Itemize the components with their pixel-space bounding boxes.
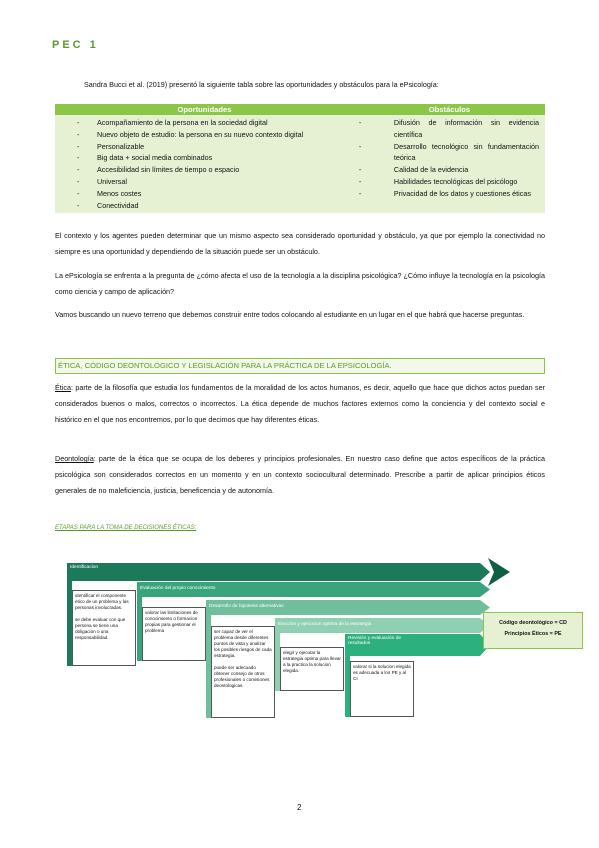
stage-label: Identificacion: [70, 565, 98, 570]
list-dash: -: [358, 141, 362, 151]
list-dash: -: [77, 200, 80, 210]
list-dash: -: [358, 165, 362, 175]
obstacle-item-text: Habilidades tecnológicas del psicólogo: [393, 176, 518, 186]
table-header-obstacles: Obstáculos: [354, 104, 545, 115]
list-dash: -: [77, 188, 80, 198]
opportunity-item-text: Personalizable: [97, 141, 145, 151]
stage-label: Desarrollo de hipotesis alternativas: [209, 604, 284, 609]
stage-description-box: valorar las limitaciones de conocimiento o formacion propias para gestionar el problema: [142, 607, 206, 661]
paragraph-new-terrain: Vamos buscando un nuevo terreno que debemos construir entre todos colocando al estudiante en un lugar en el que habrá que hacerse preguntas.: [55, 310, 525, 319]
list-dash: -: [77, 129, 80, 139]
abbreviations-box: [483, 612, 583, 649]
opportunity-item-text: Accesibilidad sin límites de tiempo o espacio: [97, 165, 240, 175]
stage-label: Revisión y evaluación de resultados: [348, 636, 402, 646]
paragraph-question: La ePsicología se enfrenta a la pregunta de ¿cómo afecta el uso de la tecnología a la disciplina psicológica? ¿Cómo influye la tecnología en la psicología como ciencia y campo de aplicación?: [55, 271, 545, 297]
etica-definition: : parte de la filosofía que estudia los fundamentos de la moralidad de los actos humanos, es decir, aquello que hace que dichos actos puedan ser considerados buenos o malos, correctos o incorrectos. La ética depende de muchos factores externos como la conciencia y del contexto social e histórico en el que nos encontremos, por lo que decimos que hay diferentes éticas.: [55, 383, 545, 425]
legend-pe: Principios Éticos = PE: [504, 631, 562, 637]
obstacle-item-text: Difusión de información sin evidencia científica: [393, 118, 539, 139]
list-dash: -: [77, 118, 80, 127]
deontologia-definition: : parte de la ética que se ocupa de los deberes y principios profesionales. En nuestro caso define que actos específicos de la práctica psicológica son considerados correctos en un momento y en un contexto sociocultural determinado. Prescribe a partir de aplicar principios éticos generales de no maleficiencia, justicia, beneficencia y de autonomía.: [55, 454, 545, 496]
opportunity-item-text: Menos costes: [97, 188, 142, 198]
opportunity-item-text: Nuevo objeto de estudio: la persona en su nuevo contexto digital: [97, 129, 304, 139]
list-dash: -: [77, 141, 80, 151]
paragraph-context: El contexto y los agentes pueden determinar que un mismo aspecto sea considerado oportunidad y obstáculo, ya que por ejemplo la conectividad no siempre es una oportunidad y dependiendo de la situación puede ser un obstáculo.: [55, 231, 545, 257]
list-dash: -: [358, 118, 362, 127]
section-title: ÉTICA, CÓDIGO DEONTOLÓGICO Y LEGISLACIÓN PARA LA PRÁCTICA DE LA EPSICOLOGÍA.: [55, 358, 545, 374]
table-header-opportunities: Oportunidades: [55, 104, 354, 115]
stage-description-box: elegir y ejecutar la estrategia optima para llevar a la practica la solucion elegida.: [280, 647, 344, 691]
opportunity-item-text: Conectividad: [97, 200, 139, 210]
list-dash: -: [77, 176, 80, 186]
opportunity-item-text: Universal: [97, 176, 127, 186]
obstacle-item-text: Privacidad de los datos y cuestiones éticas: [393, 188, 531, 198]
term-deontologia: Deontología: [55, 454, 94, 463]
chevron-right-icon: [488, 558, 510, 586]
etapas-title: ETAPAS PARA LA TOMA DE DECISIONES ÉTICAS:: [55, 525, 197, 531]
list-dash: -: [358, 188, 362, 198]
page-heading: PEC 1: [52, 39, 99, 51]
stage-label: Evaluación del propio conocimiento: [140, 586, 216, 591]
opportunity-item-text: Acompañamiento de la persona en la sociedad digital: [97, 118, 268, 127]
legend-cd: Código deontológico = CD: [499, 620, 567, 626]
page-number: 2: [297, 803, 302, 812]
opportunity-item-text: Big data + social media combinados: [97, 153, 213, 163]
list-dash: -: [358, 176, 362, 186]
stage-description-box: valorar si la solucion elegida es adecuada a los PE y al CI: [350, 661, 414, 717]
intro-text: Sandra Bucci et al. (2019) presentó la siguiente tabla sobre las oportunidades y obstáculos para la ePsicología:: [84, 80, 439, 89]
stage-description-box: identificar el componente etico de un problema y las personas involucradas. se debe evaluar con que persona se tiene una obligacion o una responsabilidad.: [72, 590, 136, 666]
stage-description-box: ser capaz de ver el problema desde diferentes puntos de vista y analizar los posibles riesgos de cada estrategia. puede ser adecuado obtener consejo de otros profesionales o comisiones deontologicas.: [211, 626, 275, 718]
list-dash: -: [77, 153, 80, 163]
term-etica: Ética: [55, 383, 71, 392]
list-dash: -: [77, 165, 80, 175]
obstacle-item-text: Desarrollo tecnológico sin fundamentación teórica: [393, 141, 539, 163]
stage-label: Eleccion y ejecucion optima de la estrategia: [278, 622, 372, 627]
obstacle-item-text: Calidad de la evidencia: [393, 165, 469, 175]
